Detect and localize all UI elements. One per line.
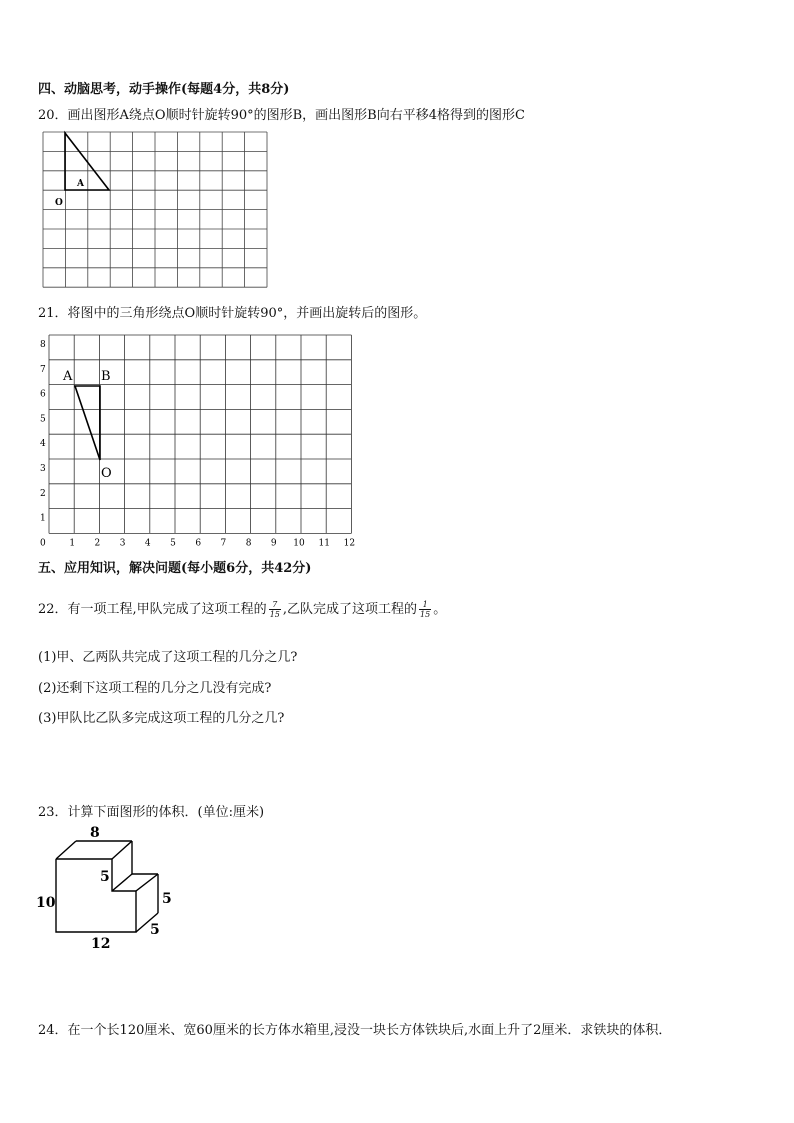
q22-subquestion-1: (1)甲、乙两队共完成了这项工程的几分之几? [38, 650, 298, 665]
label-a: A [77, 179, 84, 189]
fraction-7-15: $\frac{7}{15}$ [269, 600, 280, 619]
x-tick-label: 7 [220, 538, 227, 549]
section-5-heading: 五、应用知识，解决问题(每小题6分，共42分) [38, 561, 312, 576]
question-20-text: 20．画出图形A绕点O顺时针旋转90°的图形B，画出图形B向右平移4格得到的图形C [38, 108, 525, 123]
y-tick-label: 7 [40, 364, 46, 375]
q23-l-shaped-solid-figure [34, 824, 184, 954]
y-tick-label: 1 [40, 513, 46, 524]
x-tick-label: 1 [69, 538, 76, 549]
question-21-text: 21．将图中的三角形绕点O顺时针旋转90°，并画出旋转后的图形。 [38, 306, 427, 321]
dim-right: 5 [162, 891, 172, 907]
dim-left: 10 [36, 895, 56, 911]
q22-subquestion-3: (3)甲队比乙队多完成这项工程的几分之几? [38, 711, 285, 726]
dim-top: 8 [90, 825, 100, 841]
y-tick-label: 3 [40, 464, 46, 474]
y-tick-label: 6 [40, 389, 46, 400]
x-tick-label: 5 [170, 538, 176, 549]
x-tick-label: 8 [245, 538, 252, 549]
x-tick-label: 6 [195, 538, 202, 549]
x-tick-label: 2 [94, 538, 101, 549]
x-tick-label: 12 [343, 538, 356, 549]
x-tick-label: 4 [144, 538, 151, 549]
triangle-a [65, 133, 109, 190]
x-tick-label: 9 [270, 538, 277, 549]
section-4-heading: 四、动脑思考，动手操作(每题4分，共8分) [38, 82, 290, 97]
dim-depth: 5 [150, 922, 160, 938]
q21-coordinate-grid-figure [36, 332, 366, 550]
dim-step: 5 [100, 869, 110, 885]
question-23-text: 23．计算下面图形的体积．(单位:厘米) [38, 805, 265, 820]
x-tick-label: 11 [318, 538, 330, 549]
label-o: O [55, 198, 63, 208]
question-22-text [38, 598, 446, 619]
y-tick-label: 0 [40, 538, 46, 549]
q20-grid-figure [40, 130, 270, 290]
y-tick-label: 4 [40, 439, 46, 450]
y-tick-label: 8 [40, 340, 46, 350]
q22-text-c: 。 [433, 602, 447, 617]
dim-bottom: 12 [91, 936, 111, 952]
triangle-abo [75, 386, 100, 460]
q22-text-a: 22．有一项工程,甲队完成了这项工程的 [38, 602, 267, 617]
q22-text-b: ,乙队完成了这项工程的 [282, 602, 418, 617]
label-a: A [63, 369, 73, 384]
y-tick-label: 5 [40, 414, 46, 425]
x-tick-label: 10 [293, 538, 305, 549]
x-tick-label: 3 [119, 538, 126, 549]
y-tick-label: 2 [40, 488, 46, 499]
q22-subquestion-2: (2)还剩下这项工程的几分之几没有完成? [38, 681, 272, 696]
label-b: B [101, 369, 111, 384]
fraction-1-15: $\frac{1}{15}$ [420, 600, 431, 619]
label-o: O [101, 466, 112, 481]
question-24-text: 24．在一个长120厘米、宽60厘米的长方体水箱里,浸没一块长方体铁块后,水面上升了2厘米．求铁块的体积． [38, 1023, 672, 1038]
